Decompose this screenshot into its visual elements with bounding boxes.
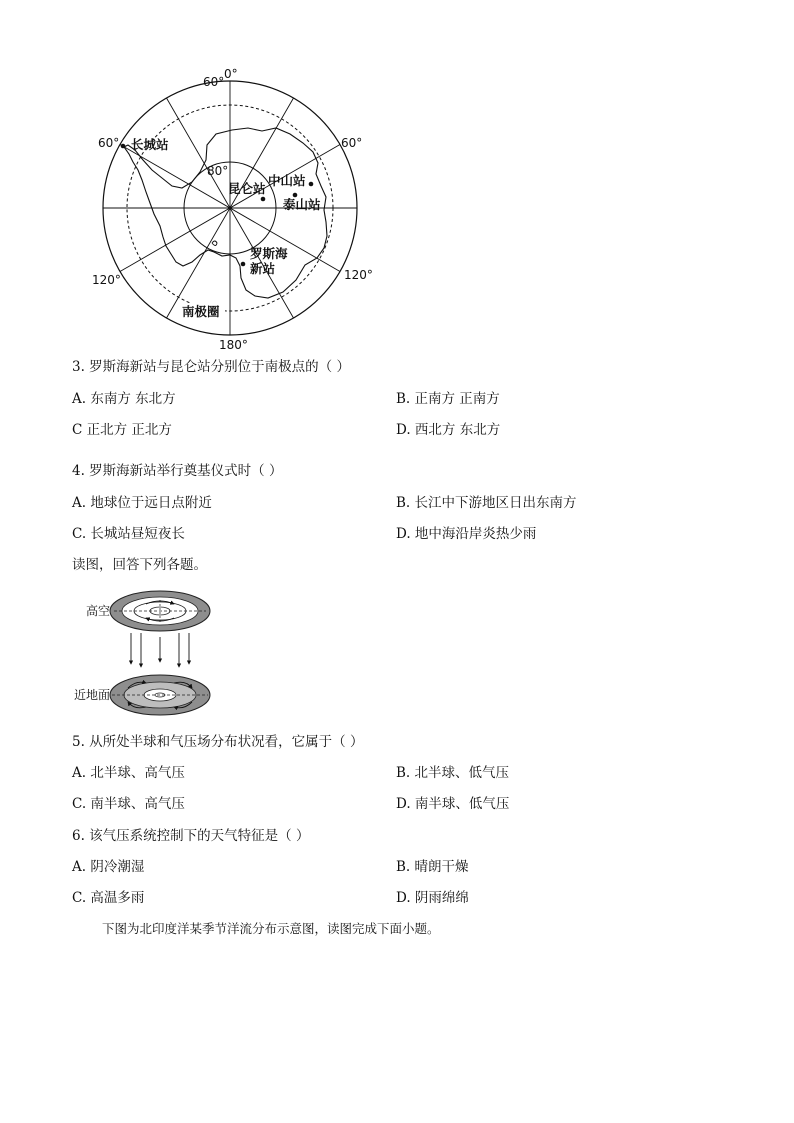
- label-0-degree: 0°: [224, 67, 238, 81]
- q5-stem: 5. 从所处半球和气压场分布状况看，它属于（ ）: [72, 734, 364, 750]
- intro-pressure: 读图，回答下列各题。: [72, 557, 207, 573]
- q3-stem: 3. 罗斯海新站与昆仑站分别位于南极点的（ ）: [72, 359, 350, 375]
- q5-option-b: B. 北半球、低气压: [396, 765, 510, 781]
- pressure-system-diagram: [70, 585, 220, 725]
- intro-ocean-current: 下图为北印度洋某季节洋流分布示意图，读图完成下面小题。: [102, 921, 440, 936]
- label-near-ground: 近地面: [74, 688, 111, 702]
- q3-option-a: A. 东南方 东北方: [72, 391, 176, 407]
- q6-option-a: A. 阴冷潮湿: [72, 859, 145, 875]
- q6-stem: 6. 该气压系统控制下的天气特征是（ ）: [72, 828, 310, 844]
- q5-option-d: D. 南半球、低气压: [396, 796, 510, 812]
- label-80-degree: 80°: [207, 164, 229, 178]
- q5-option-c: C. 南半球、高气压: [72, 796, 185, 812]
- antarctic-map: [90, 62, 390, 362]
- q4-option-c: C. 长城站昼短夜长: [72, 526, 185, 542]
- label-luosihai-line2: 新站: [250, 261, 276, 276]
- label-60-right: 60°: [341, 136, 363, 150]
- q6-option-c: C. 高温多雨: [72, 890, 145, 906]
- label-changcheng-station: 长城站: [131, 137, 169, 152]
- label-upper-air: 高空: [86, 604, 111, 618]
- q3-option-c: C 正北方 正北方: [72, 422, 172, 438]
- label-120-right: 120°: [344, 268, 373, 282]
- q4-option-a: A. 地球位于远日点附近: [72, 495, 212, 511]
- label-taishan-station: 泰山站: [283, 197, 321, 212]
- q6-option-d: D. 阴雨绵绵: [396, 890, 469, 906]
- q4-option-d: D. 地中海沿岸炎热少雨: [396, 526, 537, 542]
- label-zhongshan-station: 中山站: [268, 173, 306, 188]
- q6-option-b: B. 晴朗干燥: [396, 859, 469, 875]
- label-kunlun-station: 昆仑站: [228, 181, 266, 196]
- q4-option-b: B. 长江中下游地区日出东南方: [396, 495, 577, 511]
- label-60-left: 60°: [98, 136, 120, 150]
- q3-option-b: B. 正南方 正南方: [396, 391, 500, 407]
- label-luosihai-line1: 罗斯海: [250, 246, 288, 261]
- label-120-left: 120°: [92, 273, 121, 287]
- q5-option-a: A. 北半球、高气压: [72, 765, 185, 781]
- label-antarctic-circle: 南极圈: [182, 304, 220, 319]
- label-60-top: 60°: [203, 75, 225, 89]
- q3-option-d: D. 西北方 东北方: [396, 422, 501, 438]
- q4-stem: 4. 罗斯海新站举行奠基仪式时（ ）: [72, 463, 283, 479]
- label-180-degree: 180°: [219, 338, 248, 352]
